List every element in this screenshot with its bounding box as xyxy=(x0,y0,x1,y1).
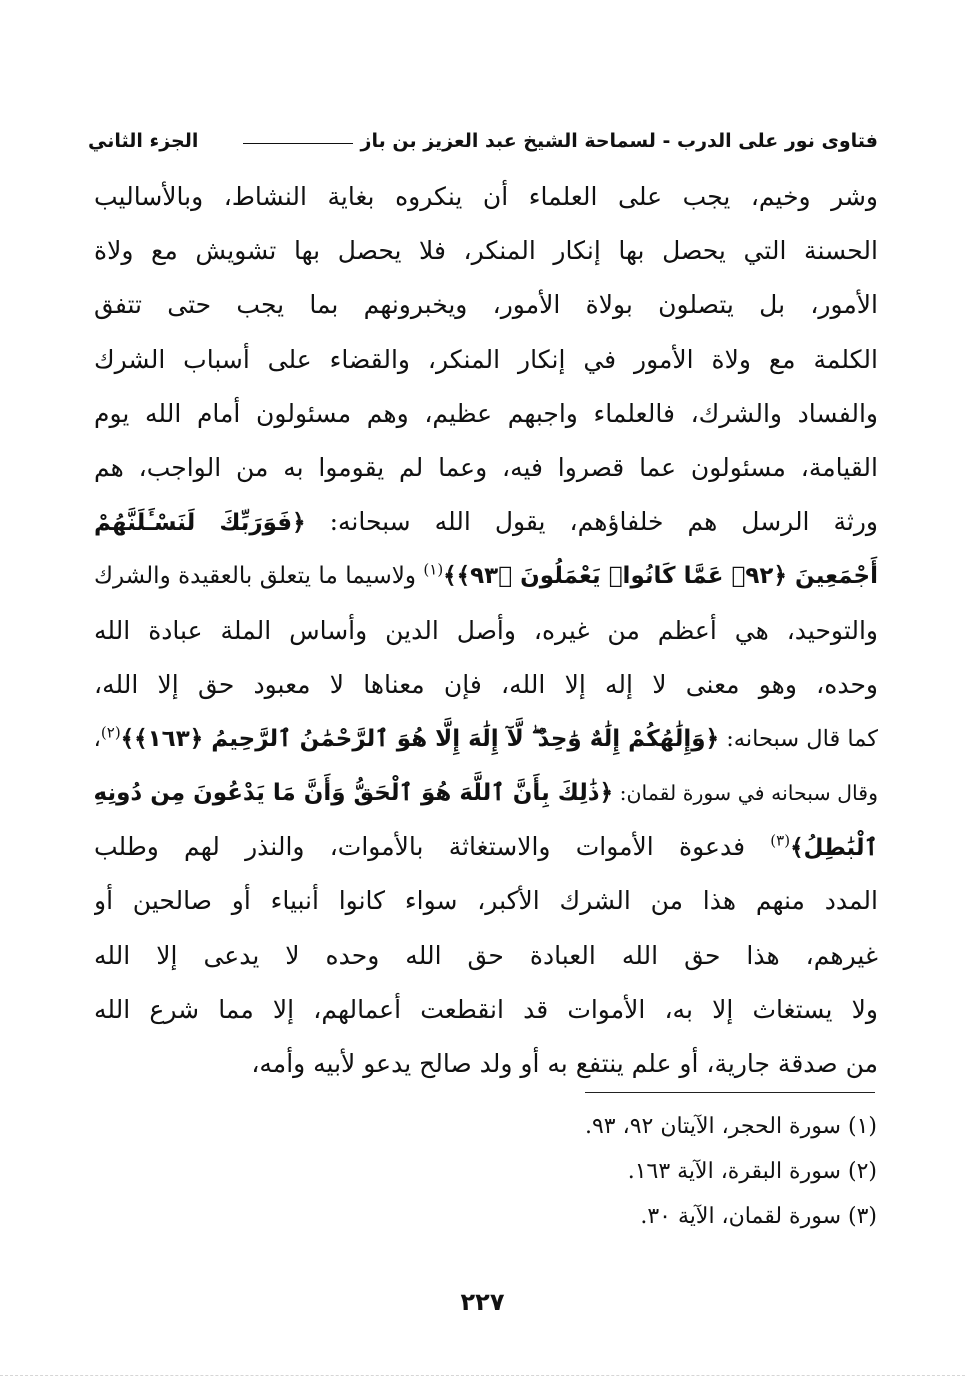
quran-verse: ٱلْبَٰطِلُ﴾ xyxy=(790,835,878,862)
footnote-ref: (٣) xyxy=(770,831,791,850)
line-text: وحده، وهو معنى لا إله إلا الله، فإن معناها لا معبود حق إلا الله، xyxy=(94,669,878,699)
scan-edge xyxy=(0,1375,965,1390)
body-line xyxy=(94,278,878,332)
line-text: والفساد والشرك، فالعلماء واجبهم عظيم، وهم مسئولون أمام الله يوم xyxy=(94,398,878,428)
body-line xyxy=(94,658,878,712)
footnote-divider xyxy=(585,1092,875,1093)
quran-verse: أَجْمَعِينَ ﴿٩٢﴾ عَمَّا كَانُوا۟ يَعْمَلُونَ ﴿٩٣﴾﴾ xyxy=(443,563,878,590)
line-text: الكلمة مع ولاة الأمور في إنكار المنكر، والقضاء على أسباب الشرك xyxy=(94,344,878,374)
body-line xyxy=(94,874,878,928)
body-line xyxy=(94,549,878,603)
body-line xyxy=(94,441,878,495)
body-line xyxy=(94,983,878,1037)
quran-verse: ﴿ذَٰلِكَ بِأَنَّ ٱللَّهَ هُوَ ٱلْحَقُّ وَأَنَّ مَا يَدْعُونَ مِن دُونِهِ xyxy=(94,780,614,807)
line-text: فدعوة الأموات والاستغاثة بالأموات، والنذر لهم وطلب xyxy=(94,832,771,862)
line-text: الحسنة التي يحصل بها إنكار المنكر، فلا يحصل بها تشويش مع ولاة xyxy=(94,236,878,266)
footnote-ref: (١) xyxy=(423,560,444,579)
body-line xyxy=(94,170,878,224)
body-text xyxy=(94,170,878,1091)
line-text: الأمور، بل يتصلون بولاة الأمور، ويخبرونهم بما يجب حتى تتفق xyxy=(94,290,878,320)
line-text: والتوحيد، هي أعظم من غيره، وأصل الدين وأساس الملة عبادة الله xyxy=(94,615,878,645)
line-text: وشر وخيم، يجب على العلماء أن ينكروه بغاية النشاط، وبالأساليب xyxy=(94,182,878,211)
page-number: ٢٢٧ xyxy=(460,1288,505,1316)
body-line xyxy=(94,224,878,278)
line-text: المدد منهم هذا من الشرك الأكبر، سواء كانوا أنبياء أو صالحين أو xyxy=(94,886,878,916)
body-line xyxy=(94,1037,878,1091)
running-header xyxy=(88,108,878,152)
line-text: كما قال سبحانه: xyxy=(719,725,878,752)
header-title: فتاوى نور على الدرب - لسماحة الشيخ عبد العزيز بن باز xyxy=(360,130,878,152)
footnote-item: (٢) سورة البقرة، الآية ١٦٣. xyxy=(627,1159,877,1184)
body-line xyxy=(94,820,878,874)
body-line xyxy=(94,766,878,820)
line-text: غيرهم، هذا حق الله العبادة حق الله وحده لا يدعى إلا الله xyxy=(94,940,878,970)
header-rule xyxy=(243,143,353,144)
body-line xyxy=(94,604,878,658)
line-text: وقال سبحانه في سورة لقمان: xyxy=(613,781,878,806)
line-tail: ، xyxy=(94,725,101,752)
line-text: ولا يستغاث إلا به، الأموات قد انقطعت أعمالهم، إلا مما شرع الله xyxy=(94,994,878,1024)
body-line xyxy=(94,929,878,983)
line-text: ورثة الرسل هم خلفاؤهم، يقول الله سبحانه: xyxy=(305,507,878,537)
line-text: من صدقة جارية، أو علم ينتفع به أو ولد صالح يدعو لأبيه وأمه، xyxy=(251,1049,878,1078)
footnote-item: (١) سورة الحجر، الآيتان ٩٢، ٩٣. xyxy=(584,1114,877,1139)
quran-verse: ﴿فَوَرَبِّكَ لَنَسْـَٔلَنَّهُمْ xyxy=(94,510,306,537)
line-text: ولاسيما ما يتعلق بالعقيدة والشرك xyxy=(94,563,424,590)
line-text: القيامة، مسئولون عما قصروا فيه، وعما لم يقوموا به من الواجب، هم xyxy=(94,452,878,482)
header-volume: الجزء الثاني xyxy=(88,130,199,152)
body-line xyxy=(94,712,878,766)
footnote-item: (٣) سورة لقمان، الآية ٣٠. xyxy=(640,1204,877,1229)
body-line xyxy=(94,333,878,387)
footnotes xyxy=(97,1104,877,1239)
body-line xyxy=(94,387,878,441)
quran-verse: ﴿وَإِلَٰهُكُمْ إِلَٰهٌ وَٰحِدٌ ۖ لَّآ إِلَٰهَ إِلَّا هُوَ ٱلرَّحْمَٰنُ ٱلرَّحِيمُ ﴿١٦٣﴾﴾ xyxy=(120,725,720,752)
footnote-ref: (٢) xyxy=(100,723,121,742)
body-line xyxy=(94,495,878,549)
